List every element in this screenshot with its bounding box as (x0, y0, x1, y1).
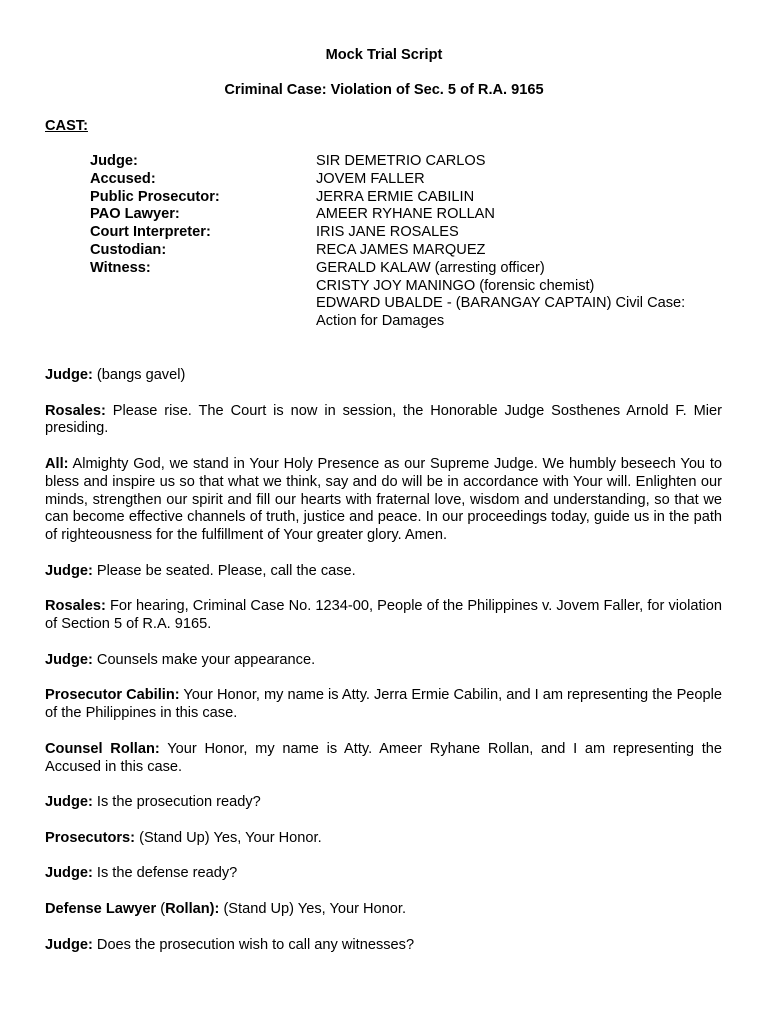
cast-row (90, 171, 730, 189)
script-line (45, 794, 722, 812)
script-line (45, 456, 722, 545)
cast-row (90, 153, 730, 171)
speaker-label-part: Defense Lawyer (45, 900, 157, 917)
script-line (45, 563, 722, 581)
speaker-label-paren: ( (156, 900, 166, 917)
script-line (45, 830, 722, 848)
speaker-label: Prosecutors: (45, 829, 136, 846)
speaker-label: Judge: (45, 794, 93, 811)
script-line (45, 741, 722, 777)
document-subtitle: Criminal Case: Violation of Sec. 5 of R.A. 9165 (224, 82, 544, 98)
line-text: For hearing, Criminal Case No. 1234-00, People of the Philippines v. Jovem Faller, for violation of Section 5 of R.A. 9165. (45, 598, 722, 633)
line-text: Almighty God, we stand in Your Holy Presence as our Supreme Judge. We humbly beseech You to bless and inspire us so that what we think, say and do will be in accordance with Your will. Enlighten our minds, strengthen our spirit and fill our hearts with fraternal love, wisdom and understanding, so that we can become effective channels of truth, justice and peace. In our proceedings today, guide us in the path of righteousness for the fulfillment of Your greater glory. Amen. (45, 455, 722, 544)
cast-name: SIR DEMETRIO CARLOS (316, 153, 486, 169)
cast-row (90, 189, 730, 207)
cast-name: Action for Damages (316, 313, 445, 330)
cast-role: Accused: (90, 170, 156, 187)
document-title: Mock Trial Script (325, 47, 443, 63)
line-text: Is the prosecution ready? (92, 794, 261, 811)
cast-name: RECA JAMES MARQUEZ (316, 241, 486, 258)
cast-row (90, 242, 730, 260)
line-text: Please rise. The Court is now in session, the Honorable Judge Sosthenes Arnold F. Mier presiding. (45, 402, 722, 437)
cast-name: JOVEM FALLER (316, 170, 425, 187)
line-text: Your Honor, my name is Atty. Ameer Ryhane Rollan, and I am representing the Accused in this case. (45, 740, 723, 775)
cast-name: CRISTY JOY MANINGO (forensic chemist) (316, 277, 595, 294)
cast-name: GERALD KALAW (arresting officer) (316, 259, 545, 276)
cast-name: AMEER RYHANE ROLLAN (316, 206, 495, 223)
speaker-label: Judge: (45, 651, 93, 668)
speaker-label: Prosecutor Cabilin: (45, 687, 180, 704)
speaker-label: Judge: (45, 936, 93, 953)
cast-list (90, 153, 730, 331)
line-text: Is the defense ready? (92, 865, 238, 882)
speaker-label: Judge: (45, 562, 93, 579)
cast-role: Witness: (90, 259, 151, 276)
cast-row (90, 206, 730, 224)
cast-name: JERRA ERMIE CABILIN (316, 188, 475, 205)
line-text: Counsels make your appearance. (92, 651, 316, 668)
speaker-label: Rosales: (45, 402, 106, 419)
cast-role: PAO Lawyer: (90, 206, 180, 223)
cast-role: Public Prosecutor: (90, 188, 220, 205)
line-text: (Stand Up) Yes, Your Honor. (135, 829, 322, 846)
cast-role: Judge: (90, 153, 138, 169)
cast-name: EDWARD UBALDE - (BARANGAY CAPTAIN) Civil Case: (316, 295, 686, 312)
script-line (45, 901, 722, 919)
line-text: Please be seated. Please, call the case. (92, 562, 356, 579)
script-line (45, 937, 722, 955)
cast-row (90, 260, 730, 331)
line-text: (bangs gavel) (92, 367, 186, 383)
line-text: Does the prosecution wish to call any witnesses? (92, 936, 415, 953)
script-line (45, 367, 722, 385)
script-line (45, 403, 722, 439)
speaker-label: Counsel Rollan: (45, 740, 160, 757)
line-text: Your Honor, my name is Atty. Jerra Ermie Cabilin, and I am representing the People of the Philippines in this case. (45, 687, 723, 722)
cast-role: Court Interpreter: (90, 224, 211, 241)
script-line (45, 865, 722, 883)
speaker-label: Judge: (45, 367, 93, 383)
script-body (45, 367, 722, 972)
speaker-label: Rosales: (45, 598, 106, 615)
cast-row (90, 224, 730, 242)
cast-heading: CAST: (45, 118, 88, 134)
cast-role: Custodian: (90, 241, 167, 258)
line-text: (Stand Up) Yes, Your Honor. (219, 900, 406, 917)
cast-names-list (316, 260, 730, 331)
speaker-label-part: Rollan): (165, 900, 220, 917)
script-line (45, 652, 722, 670)
script-line (45, 598, 722, 634)
speaker-label: Judge: (45, 865, 93, 882)
speaker-label: All: (45, 455, 69, 472)
cast-name: IRIS JANE ROSALES (316, 224, 459, 241)
script-line (45, 687, 722, 723)
